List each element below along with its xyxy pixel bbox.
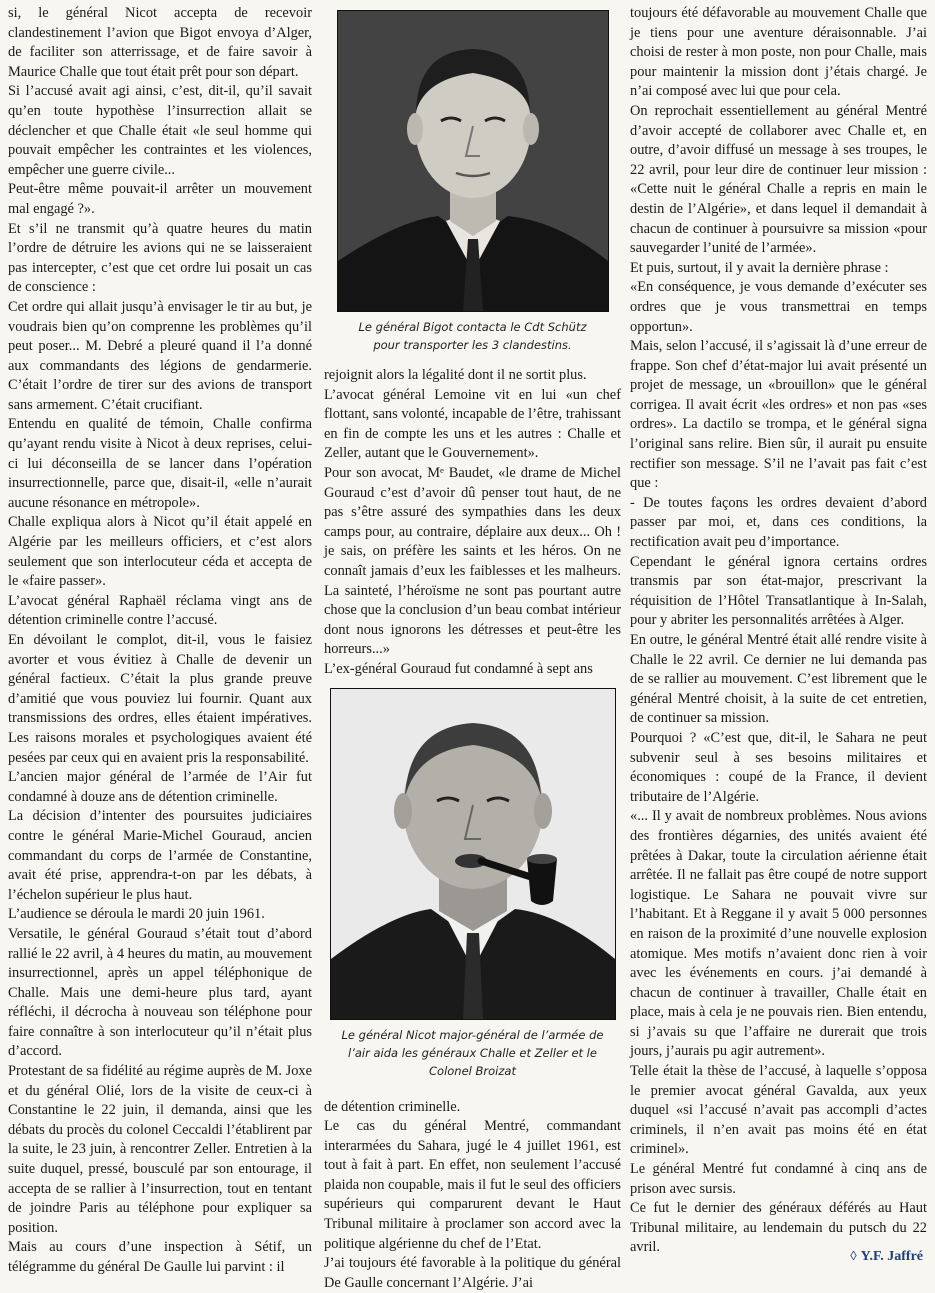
paragraph: «... Il y avait de nombreux problèmes. Nous avions des frontières dégarnies, des unités avaient été prêtées à Dakar, toute la circulation aérienne était arrêtée. Il ne fallait pas être coupé de notre support logistique. Le Sahara ne pouvait vivre sur l’habitant. Et à Reggane il y avait 5 000 personnes en raison de la proximité d’une nouvelle explosion atomique. Mes motifs n’avaient donc rien à voir avec les événements en cours. j’ai demandé à chacun de continuer à travailler, Challe était en place, mais à cela je ne pouvais rien. Bien entendu, si j’avais su que l’affaire ne durerait que trois jours, j’aurais pu agir autrement».	[630, 807, 927, 1062]
paragraph: de détention criminelle.	[324, 1098, 621, 1118]
paragraph: Telle était la thèse de l’accusé, à laquelle s’opposa le premier avocat général Gavalda, aux yeux duquel «si l’accusé n’avait pas accompli d’actes criminels, il n’en avait pas moins été en état criminel».	[630, 1062, 927, 1160]
paragraph: Entendu en qualité de témoin, Challe confirma qu’ayant rendu visite à Nicot à deux reprises, celui-ci lui déconseilla de se lancer dans l’opération insurrectionnelle, parce que, disait-il, «elle n’aurait aucune résonance en métropole».	[8, 415, 312, 513]
paragraph: Le général Mentré fut condamné à cinq ans de prison avec sursis.	[630, 1160, 927, 1199]
portrait-illustration	[338, 11, 608, 311]
article-column-1	[8, 4, 312, 1278]
paragraph: Si l’accusé avait agi ainsi, c’est, dit-il, qu’il savait qu’en toute hypothèse l’insurrection allait se déclencher et que Challe était «le seul homme qui pouvait empêcher les contraintes et les violences, empêcher une guerre civile...	[8, 82, 312, 180]
paragraph: L’ancien major général de l’armée de l’Air fut condamné à douze ans de détention criminelle.	[8, 768, 312, 807]
paragraph: Et puis, surtout, il y avait la dernière phrase :	[630, 259, 927, 279]
paragraph: Cependant le général ignora certains ordres transmis par son état-major, prescrivant la réquisition de l’Hôtel Transatlantique à In-Salah, pour y abriter les personnalités arrêtées à Alger.	[630, 553, 927, 631]
paragraph: rejoignit alors la légalité dont il ne sortit plus.	[324, 366, 621, 386]
paragraph: La décision d’intenter des poursuites judiciaires contre le général Marie-Michel Gouraud, ancien commandant du corps de l’armée de Constantine, avait été prise, apprendra-t-on par les débats, à l’échelon supérieur le plus haut.	[8, 807, 312, 905]
photo-general-bigot	[337, 10, 609, 312]
paragraph: En dévoilant le complot, dit-il, vous le faisiez avorter et vous évitiez à Challe de devenir un général factieux. C’était la plus grande preuve d’amitié que vous pouviez lui fournir. Quant aux transmissions des ordres, elles étaient impératives. Les raisons morales et psychologiques avaient été pesées par ceux qui en avaient pris la responsabilité.	[8, 631, 312, 768]
article-column-2-bottom-text	[324, 1098, 621, 1293]
paragraph: J’ai toujours été favorable à la politique du général De Gaulle concernant l’Algérie. J’ai	[324, 1254, 621, 1293]
paragraph: Mais au cours d’une inspection à Sétif, un télégramme du général De Gaulle lui parvint : il	[8, 1238, 312, 1277]
author-byline	[850, 1248, 923, 1265]
paragraph: Versatile, le général Gouraud s’était tout d’abord rallié le 22 avril, à 4 heures du matin, au mouvement insurrectionnel, après un appel téléphonique de Challe. Mais une demi-heure plus tard, ayant réfléchi, il décrocha à nouveau son téléphone pour faire connaître à son interlocuteur qu’il n’était plus d’accord.	[8, 925, 312, 1062]
paragraph: Ce fut le dernier des généraux déférés au Haut Tribunal militaire, au lendemain du putsch du 22 avril.	[630, 1199, 927, 1258]
portrait-illustration	[331, 689, 615, 1019]
photo-block-bigot	[324, 10, 621, 354]
paragraph: Le cas du général Mentré, commandant interarmées du Sahara, jugé le 4 juillet 1961, est tout à fait à part. En effet, non seulement l’accusé plaida non coupable, mais il fut le seul des officiers supérieurs qui comparurent devant le Haut Tribunal militaire à proclamer son accord avec la politique algérienne du chef de l’Etat.	[324, 1117, 621, 1254]
paragraph: Cet ordre qui allait jusqu’à envisager le tir au but, je voudrais bien qu’on comprenne les problèmes qu’il peut poser... M. Debré a pleuré quand il l’a donné aux commandants des légions de gendarmerie. C’était l’ordre de tirer sur des avions de transport sans armement. C’était crucifiant.	[8, 298, 312, 416]
paragraph: Protestant de sa fidélité au régime auprès de M. Joxe et du général Olié, lors de la visite de ceux-ci à Constantine le 22 juin, il demanda, ainsi que les débats du procès du colonel Ceccaldi l’établirent par la suite, le 23 juin, à rencontrer Zeller. Entretien à la suite duquel, pressé, bousculé par son entourage, il accepta de se rallier à l’insurrection, tout en tentant de joindre Paris au téléphone pour expliquer sa position.	[8, 1062, 312, 1238]
article-column-3	[630, 4, 927, 1258]
paragraph: Peut-être même pouvait-il arrêter un mouvement mal engagé ?».	[8, 180, 312, 219]
article-column-2-top-text	[324, 366, 621, 680]
paragraph: L’ex-général Gouraud fut condamné à sept ans	[324, 660, 621, 680]
author-name: Y.F. Jaffré	[861, 1249, 923, 1264]
paragraph: En outre, le général Mentré était allé rendre visite à Challe le 22 avril. Ce dernier ne lui demanda pas de se rallier au mouvement. C’est librement que le général Mentré choisit, à la suite de cet entretien, de continuer sa mission.	[630, 631, 927, 729]
photo-caption-bigot: Le général Bigot contacta le Cdt Schütz pour transporter les 3 clandestins.	[348, 318, 598, 354]
photo-block-nicot	[324, 688, 621, 1080]
photo-general-nicot	[330, 688, 616, 1020]
paragraph: L’audience se déroula le mardi 20 juin 1961.	[8, 905, 312, 925]
paragraph: Pour son avocat, Mᵉ Baudet, «le drame de Michel Gouraud c’est d’avoir dû penser tout haut, de ne pas s’être assuré des sympathies dans les deux camps pour, au contraire, déplaire aux deux... Oh ! je sais, on préfère les saints et les héros. On ne connaît jamais d’eux les faiblesses et les malheurs. La sainteté, l’héroïsme ne sont pas pourtant autre chose que la conclusion d’un beau combat intérieur dont nous ignorons les détresses et peut-être les horreurs...»	[324, 464, 621, 660]
paragraph: si, le général Nicot accepta de recevoir clandestinement l’avion que Bigot envoya d’Alger, de faciliter son atterrissage, et de faire savoir à Maurice Challe que tout était prêt pour son départ.	[8, 4, 312, 82]
paragraph: L’avocat général Raphaël réclama vingt ans de détention criminelle contre l’accusé.	[8, 592, 312, 631]
paragraph: Challe expliqua alors à Nicot qu’il était appelé en Algérie par les meilleurs officiers, et c’est alors seulement que son interlocuteur céda et accepta de le «faire passer».	[8, 513, 312, 591]
paragraph: On reprochait essentiellement au général Mentré d’avoir accepté de collaborer avec Challe et, en outre, d’avoir diffusé un message à ses troupes, le 22 avril, pour leur dire de continuer leur mission : «Cette nuit le général Challe a repris en main le destin de l’Algérie», et dans lequel il demandait à chacun de continuer à poursuivre sa mission «pour sauvegarder l’unité de l’armée».	[630, 102, 927, 259]
paragraph: L’avocat général Lemoine vit en lui «un chef flottant, sans volonté, incapable de l’être, trahissant en fin de compte les uns et les autres : Challe et Zeller, autant que le Gouvernement».	[324, 386, 621, 464]
photo-caption-nicot: Le général Nicot major-général de l’armée de l’air aida les généraux Challe et Zeller et le Colonel Broizat	[330, 1026, 616, 1080]
paragraph: - De toutes façons les ordres devaient d’abord passer par moi, et, dans ces conditions, la rectification avait peu d’importance.	[630, 494, 927, 553]
paragraph: Mais, selon l’accusé, il s’agissait là d’une erreur de frappe. Son chef d’état-major lui avait présenté un projet de message, un «brouillon» que le général corrigea. Il avait écrit «les ordres» et non pas «ses ordres». La dactilo se trompa, et le général signa l’original sans relire. Bien sûr, il aurait pu ensuite rectifier son message. S’il ne l’avait pas fait c’est que :	[630, 337, 927, 494]
paragraph: toujours été défavorable au mouvement Challe que je tiens pour une aventure déraisonnable. J’ai choisi de rester à mon poste, non pour Challe, mais pour maintenir la mission dont j’étais chargé. Je n’ai composé avec lui que pour cela.	[630, 4, 927, 102]
paragraph: «En conséquence, je vous demande d’exécuter ses ordres que je vous transmettrai en temps opportun».	[630, 278, 927, 337]
diamond-icon: ◊	[850, 1248, 856, 1263]
paragraph: Et s’il ne transmit qu’à quatre heures du matin l’ordre de détruire les avions qui ne se laisseraient pas intercepter, c’est que cet ordre lui posait un cas de conscience :	[8, 220, 312, 298]
paragraph: Pourquoi ? «C’est que, dit-il, le Sahara ne peut subvenir seul à ses besoins militaires et économiques : coupé de la France, il devient tributaire de l’Algérie.	[630, 729, 927, 807]
article-column-2	[324, 4, 621, 1293]
